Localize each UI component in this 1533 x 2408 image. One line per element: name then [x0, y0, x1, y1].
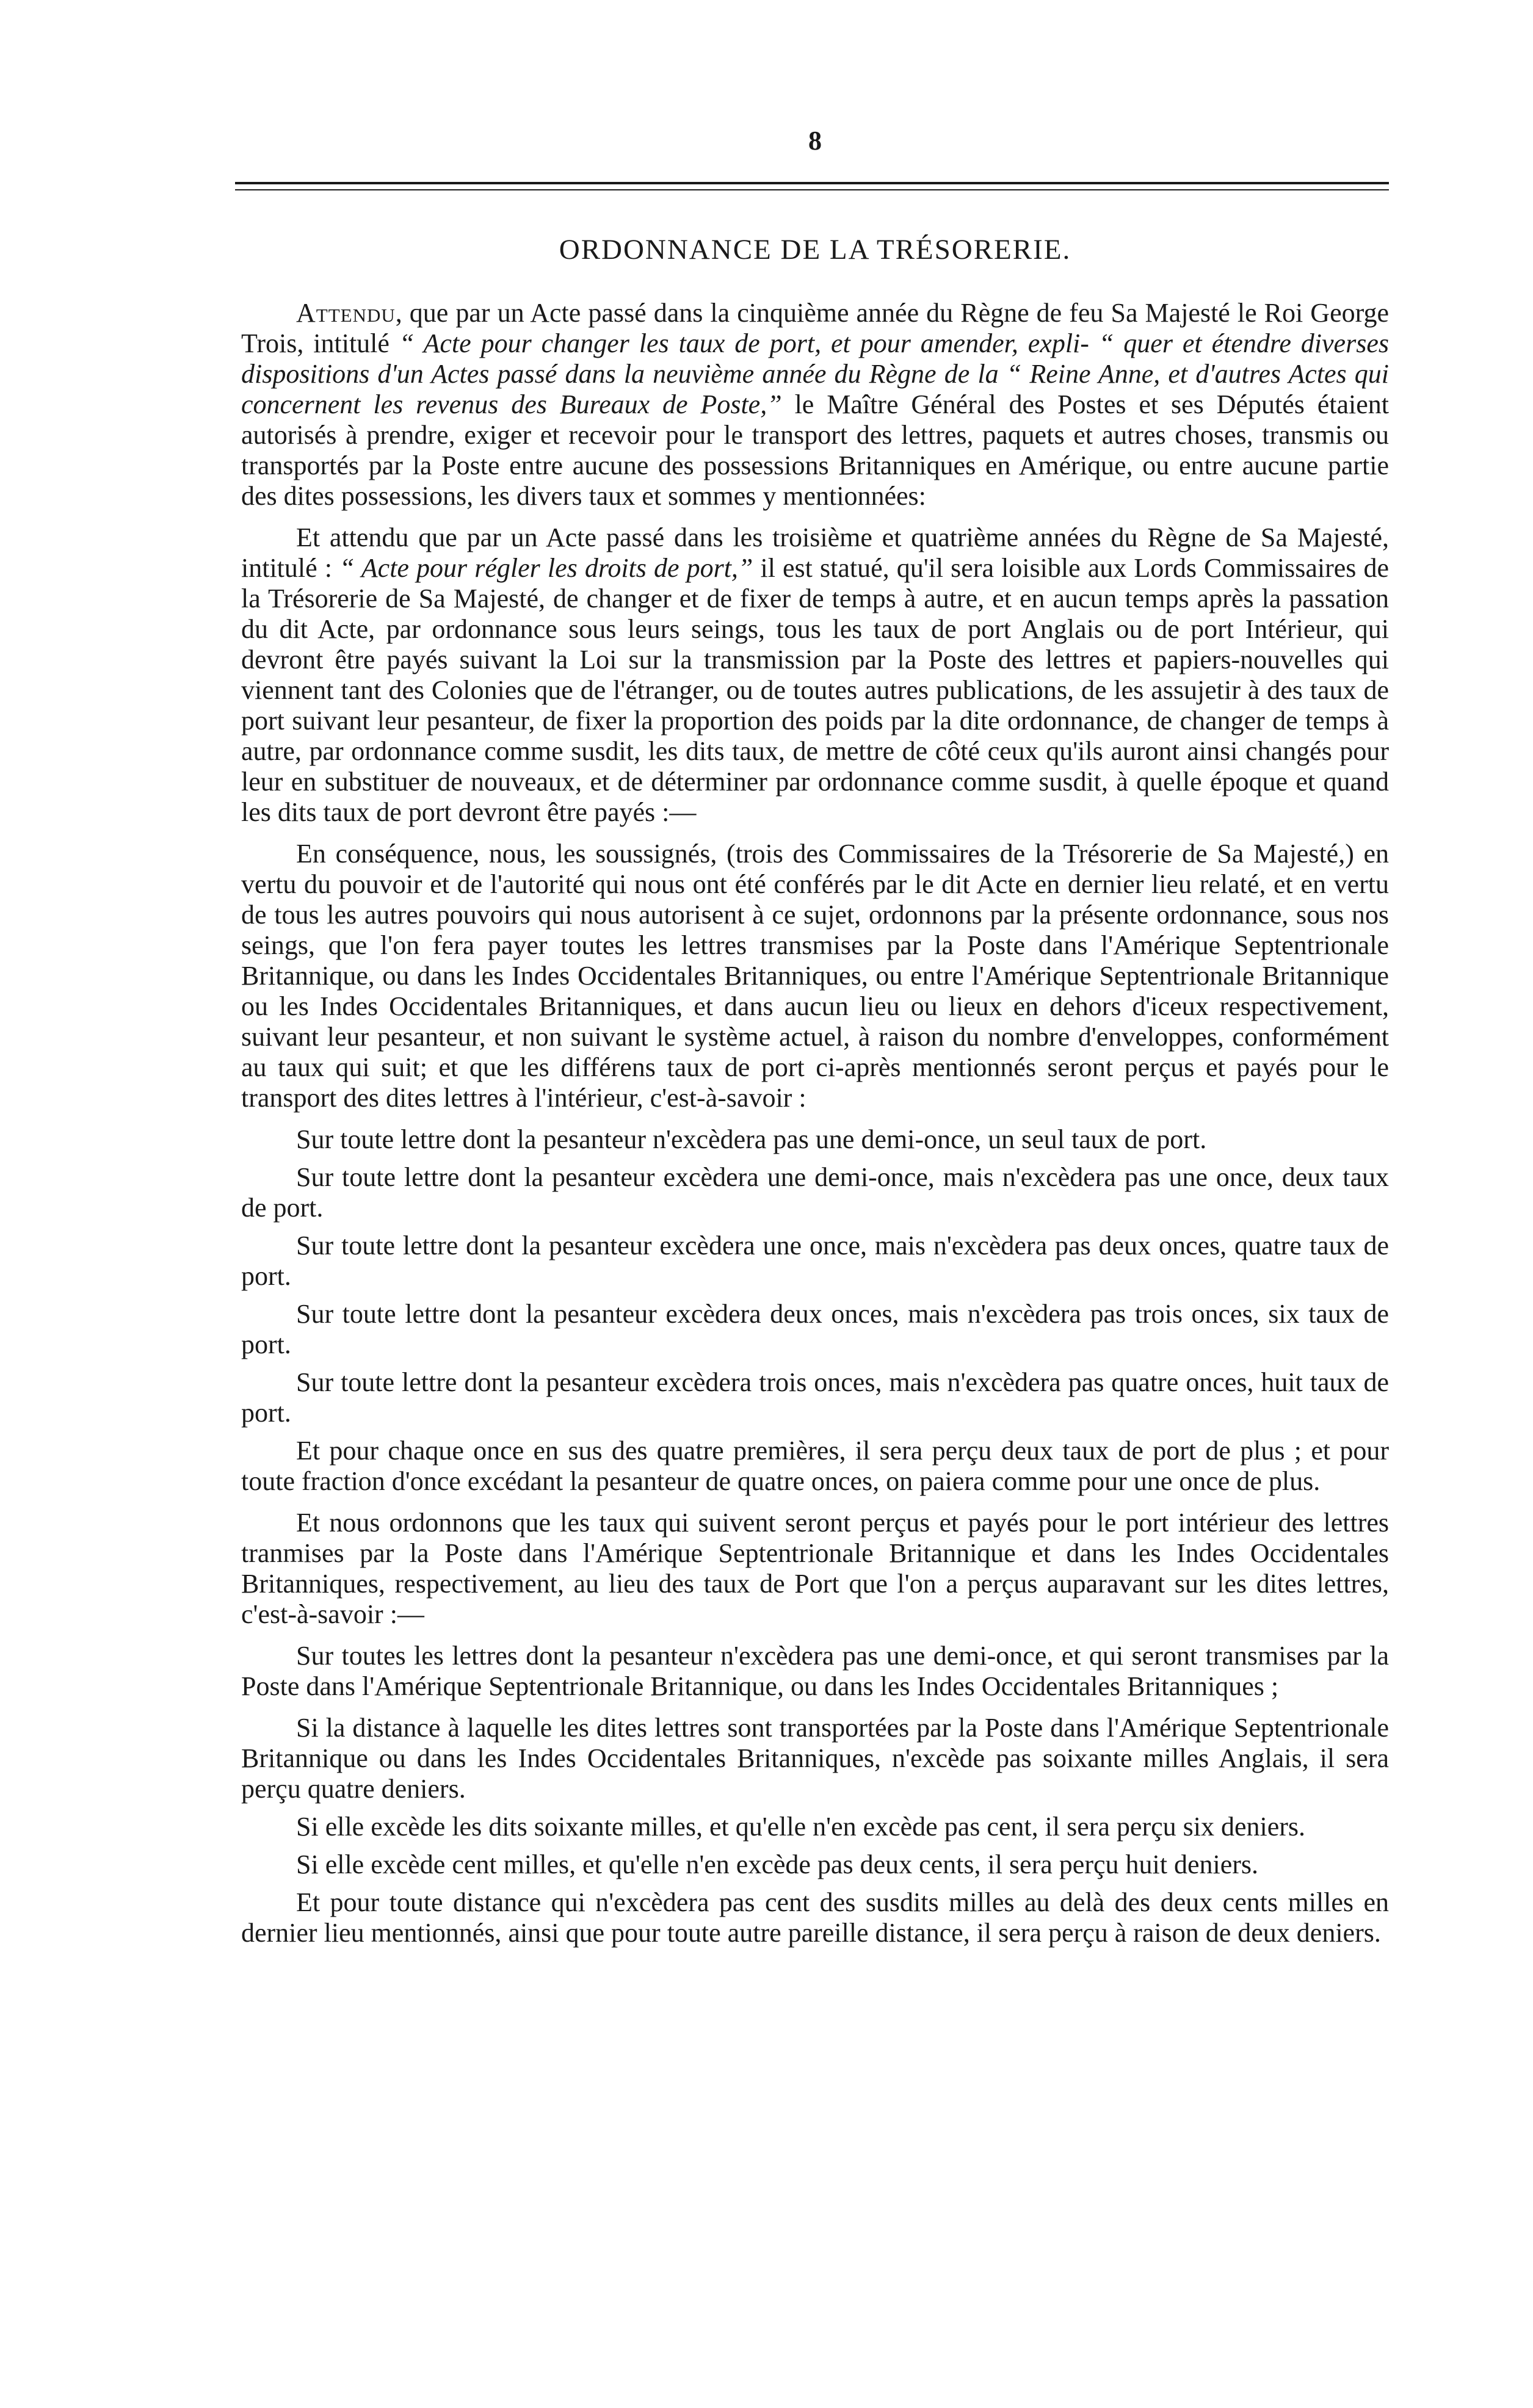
paragraph-1-text-a: , que par un Acte passé dans la cinquième année du Règne de feu Sa Majesté le Roi George Trois, intitulé: [241, 298, 1389, 358]
distance-additional: Et pour toute distance qui n'excèdera pas cent des susdits milles au delà des deux cents milles en dernier lieu mentionnés, ainsi que pour toute autre pareille distance, il sera perçu à raison de deux deniers.: [241, 1887, 1389, 1948]
paragraph-extra-ounces: Et pour chaque once en sus des quatre premières, il sera perçu deux taux de port de plus ; et pour toute fraction d'once excédant la pesanteur de quatre onces, on paiera comme pour une once de plus.: [241, 1436, 1389, 1496]
paragraph-1-quote: “ Acte pour changer les taux de port, et pour amender, expli- “ quer et étendre diverses dispositions d'un Actes passé dans la neuvième année du Règne de la “ Reine Anne, et d'autres Actes qui concernent les revenus des Bureaux de Poste,”: [241, 328, 1389, 419]
paragraph-2-text-a: Et attendu que par un Acte passé dans les troisième et quatrième années du Règne de Sa Majesté, intitulé :: [241, 522, 1389, 583]
paragraph-1-lead: Attendu: [296, 298, 396, 328]
paragraph-1-text-b: le Maître Général des Postes et ses Députés étaient autorisés à prendre, exiger et recevoir pour le transport des lettres, paquets et autres choses, transmis ou transportés par la Poste entre aucune des possessions Britanniques en Amérique, ou entre aucune partie des dites possessions, les divers taux et sommes y mentionnées:: [241, 389, 1390, 511]
rate-one-ounce: Sur toute lettre dont la pesanteur excèdera une demi-once, mais n'excèdera pas une once, deux taux de port.: [241, 1162, 1389, 1223]
distance-sixty-miles: Si la distance à laquelle les dites lettres sont transportées par la Poste dans l'Amérique Septentrionale Britannique ou dans les Indes Occidentales Britanniques, n'excède pas soixante milles Anglais, il sera perçu quatre deniers.: [241, 1713, 1389, 1804]
distance-two-hundred-miles: Si elle excède cent milles, et qu'elle n'en excède pas deux cents, il sera perçu huit deniers.: [296, 1849, 1259, 1879]
distance-hundred-miles: Si elle excède les dits soixante milles, et qu'elle n'en excède pas cent, il sera perçu six deniers.: [296, 1812, 1306, 1842]
paragraph-half-ounce-letters: Sur toutes les lettres dont la pesanteur n'excèdera pas une demi-once, et qui seront transmises par la Poste dans l'Amérique Septentrionale Britannique, ou dans les Indes Occidentales Britanniques ;: [241, 1641, 1389, 1701]
paragraph-2-text-b: il est statué, qu'il sera loisible aux Lords Commissaires de la Trésorerie de Sa Majesté, de changer et de fixer de temps à autre, et en aucun temps après la passation du dit Acte, par ordonnance sous leurs seings, tous les taux de port Anglais ou de port Intérieur, qui devront être payés suivant la Loi sur la transmission par la Poste des lettres et papiers-nouvelles qui viennent tant des Colonies que de l'étranger, ou de toutes autres publications, de les assujetir à des taux de port suivant leur pesanteur, de fixer la proportion des poids par la dite ordonnance, de changer de temps à autre, par ordonnance comme susdit, les dits taux, de mettre de côté ceux qu'ils auront ainsi changés pour leur en substituer de nouveaux, et de déterminer par ordonnance comme susdit, à quelle époque et quand les dits taux de port devront être payés :—: [241, 553, 1389, 827]
paragraph-inland-rates: Et nous ordonnons que les taux qui suivent seront perçus et payés pour le port intérieur des lettres tranmises par la Poste dans l'Amérique Septentrionale Britannique et dans les Indes Occidentales Britanniques, respectivement, au lieu des taux de Port que l'on a perçus auparavant sur les dites lettres, c'est-à-savoir :—: [241, 1508, 1389, 1629]
document-page: [241, 0, 1389, 2408]
header-rule-thick: [235, 182, 1389, 184]
rate-half-ounce: Sur toute lettre dont la pesanteur n'excèdera pas une demi-once, un seul taux de port.: [296, 1124, 1207, 1154]
page-number: 8: [808, 126, 822, 156]
rate-two-ounces: Sur toute lettre dont la pesanteur excèdera une once, mais n'excèdera pas deux onces, quatre taux de port.: [241, 1231, 1389, 1291]
document-body: [241, 298, 1389, 1959]
rate-three-ounces: Sur toute lettre dont la pesanteur excèdera deux onces, mais n'excèdera pas trois onces, six taux de port.: [241, 1299, 1389, 1359]
rate-four-ounces: Sur toute lettre dont la pesanteur excèdera trois onces, mais n'excèdera pas quatre onces, huit taux de port.: [241, 1367, 1389, 1428]
header-rule-thin: [235, 189, 1389, 190]
paragraph-2-quote: “ Acte pour régler les droits de port,”: [339, 553, 753, 583]
paragraph-1: [241, 298, 1389, 512]
paragraph-2: [241, 522, 1389, 828]
document-title: ORDONNANCE DE LA TRÉSORERIE.: [559, 234, 1071, 266]
paragraph-3: En conséquence, nous, les soussignés, (trois des Commissaires de la Trésorerie de Sa Majesté,) en vertu du pouvoir et de l'autorité qui nous ont été conférés par le dit Acte en dernier lieu relaté, et en vertu de tous les autres pouvoirs qui nous autorisent à ce sujet, ordonnons par la présente ordonnance, sous nos seings, que l'on fera payer toutes les lettres transmises par la Poste dans l'Amérique Septentrionale Britannique, ou dans les Indes Occidentales Britanniques, ou entre l'Amérique Septentrionale Britannique ou les Indes Occidentales Britanniques, et dans aucun lieu ou lieux en dehors d'iceux respectivement, suivant leur pesanteur, et non suivant le système actuel, à raison du nombre d'enveloppes, conformément au taux qui suit; et que les différens taux de port ci-après mentionnés seront perçus et payés pour le transport des dites lettres à l'intérieur, c'est-à-savoir :: [241, 839, 1389, 1113]
